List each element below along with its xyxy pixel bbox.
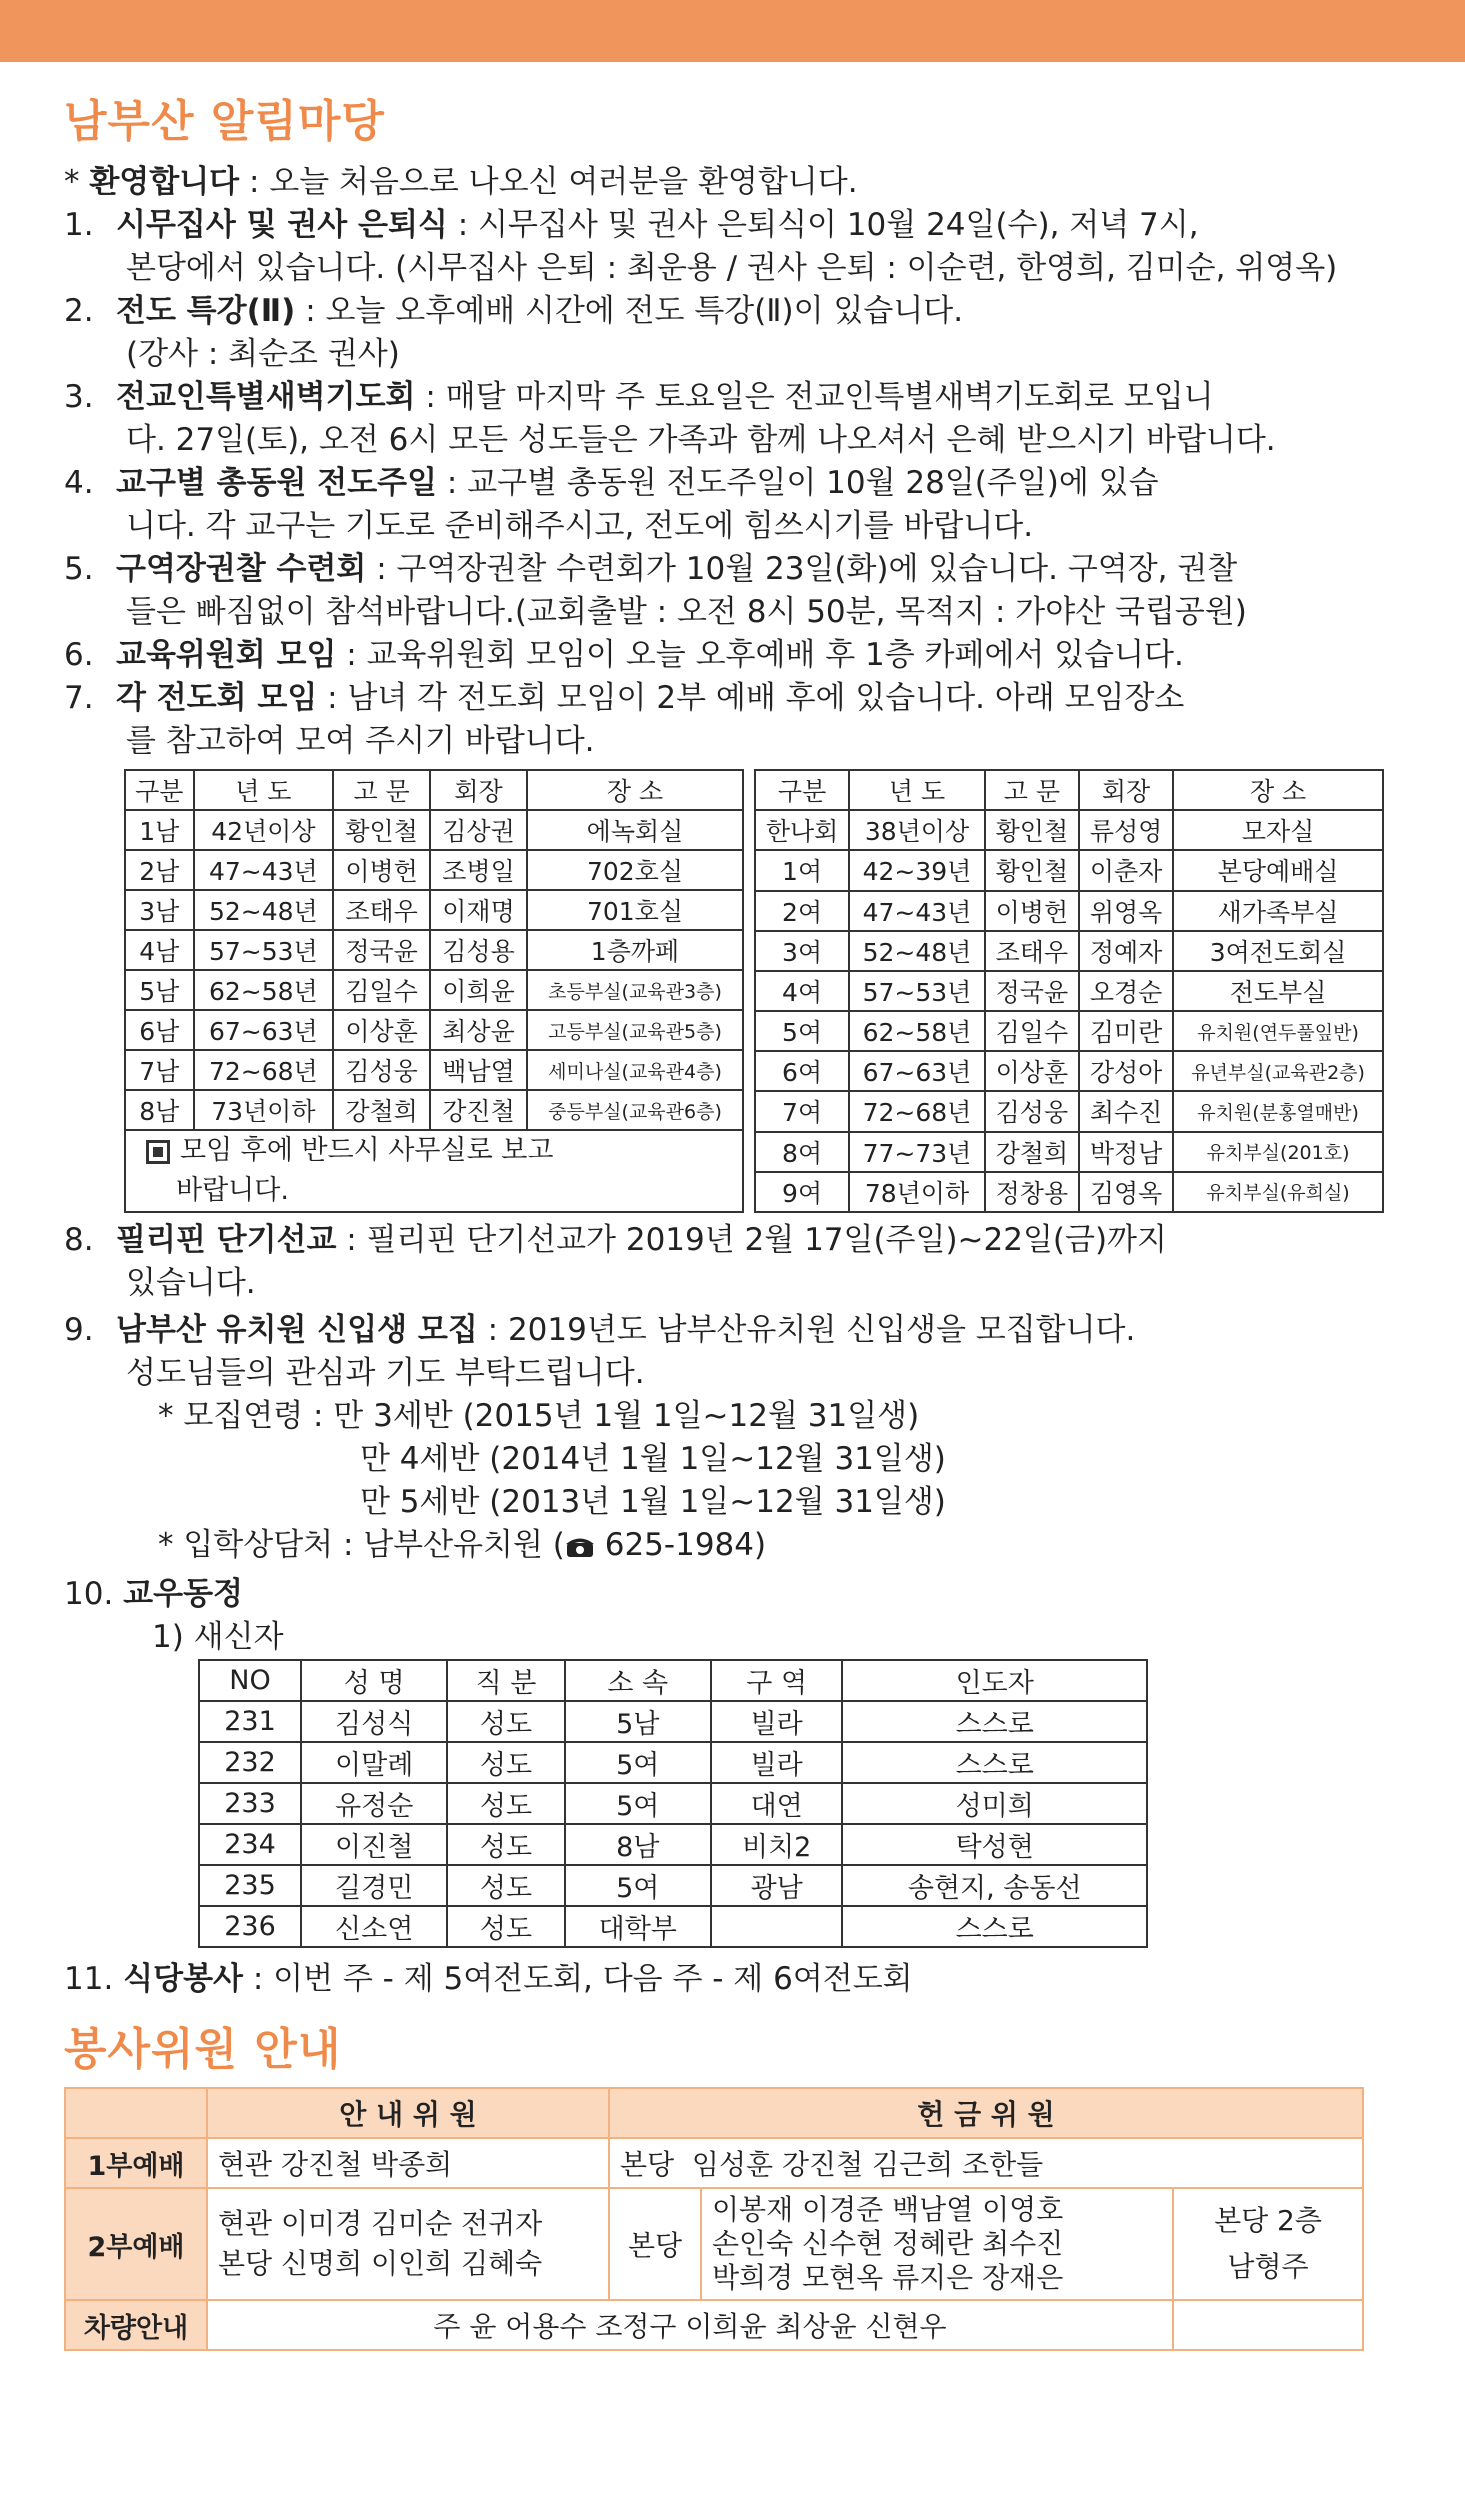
notice-item-11: 11. 식당봉사 : 이번 주 - 제 5여전도회, 다음 주 - 제 6여전도회 bbox=[64, 1961, 913, 1997]
table-row: 8남 73년이하 강철희 강진철 중등부실(교육관6층) bbox=[125, 1090, 743, 1130]
telephone-icon bbox=[565, 1535, 595, 1559]
table-row: 4여 57~53년 정국윤 오경순 전도부실 bbox=[755, 971, 1383, 1011]
notice-item-5: 5. 구역장권찰 수련회 : 구역장권찰 수련회가 10월 23일(화)에 있습니다. 구역장, 권찰 bbox=[64, 551, 1238, 587]
table-row: 4남 57~53년 정국윤 김성용 1층까페 bbox=[125, 930, 743, 970]
table-row: 8여 77~73년 강철희 박정남 유치부실(201호) bbox=[755, 1132, 1383, 1172]
table-row: 5여 62~58년 김일수 김미란 유치원(연두풀잎반) bbox=[755, 1011, 1383, 1051]
notice-item-1: 1. 시무집사 및 권사 은퇴식 : 시무집사 및 권사 은퇴식이 10월 24일(수), 저녁 7시, bbox=[64, 207, 1199, 243]
table-row: 232 이말례 성도 5여 빌라 스스로 bbox=[199, 1742, 1147, 1783]
table-row: 3여 52~48년 조태우 정예자 3여전도회실 bbox=[755, 931, 1383, 971]
meeting-table-women bbox=[754, 769, 1384, 1213]
new-members-header-row: NO 성 명 직 분 소 속 구 역 인도자 bbox=[199, 1660, 1147, 1701]
volunteers-title: 봉사위원 안내 bbox=[64, 2024, 342, 2075]
notice-item-9: 9. 남부산 유치원 신입생 모집 : 2019년도 남부산유치원 신입생을 모집합니다. bbox=[64, 1312, 1136, 1348]
volunteers-table: 안 내 위 원 헌 금 위 원 1부예배 현관 강진철 박종희 본당 임성훈 강진철 김근희 조한들 2부예배 현관 이미경 김미순 전귀자 본당 신명희 이인희 김혜숙 본당 이봉재 이경준 백남열 이영호 손인숙 신수현 정혜란 최수진 박희경 모현옥 류지은 장재은 본당 2층 남형주 차량안내 주 윤 어용수 조정구 이희윤 최상윤 신현우 bbox=[64, 2087, 1364, 2351]
table-row: 234 이진철 성도 8남 비치2 탁성현 bbox=[199, 1824, 1147, 1865]
notice-item-6: 6. 교육위원회 모임 : 교육위원회 모임이 오늘 오후예배 후 1층 카페에서 있습니다. bbox=[64, 637, 1184, 673]
table-row: 1여 42~39년 황인철 이춘자 본당예배실 bbox=[755, 850, 1383, 890]
table-row: 236 신소연 성도 대학부 스스로 bbox=[199, 1906, 1147, 1947]
square-bullet-icon bbox=[146, 1140, 170, 1164]
table-row: 6남 67~63년 이상훈 최상윤 고등부실(교육관5층) bbox=[125, 1010, 743, 1050]
welcome-line: * 환영합니다 : 오늘 처음으로 나오신 여러분을 환영합니다. bbox=[64, 164, 858, 200]
table-row: 5남 62~58년 김일수 이희윤 초등부실(교육관3층) bbox=[125, 970, 743, 1010]
table-row: 2남 47~43년 이병헌 조병일 702호실 bbox=[125, 850, 743, 890]
enroll-ages: * 모집연령 : 만 3세반 (2015년 1월 1일~12월 31일생) bbox=[158, 1398, 920, 1434]
notice-item-3: 3. 전교인특별새벽기도회 : 매달 마지막 주 토요일은 전교인특별새벽기도회로 모입니 bbox=[64, 379, 1214, 415]
meeting-note: 모임 후에 반드시 사무실로 보고 바랍니다. bbox=[125, 1130, 743, 1212]
table-row: 6여 67~63년 이상훈 강성아 유년부실(교육관2층) bbox=[755, 1051, 1383, 1091]
meeting-table-men bbox=[124, 769, 744, 1213]
table-row: 233 유정순 성도 5여 대연 성미희 bbox=[199, 1783, 1147, 1824]
notice-item-2: 2. 전도 특강(Ⅱ) : 오늘 오후예배 시간에 전도 특강(Ⅱ)이 있습니다. bbox=[64, 293, 964, 329]
table-row: 7여 72~68년 김성웅 최수진 유치원(분홍열매반) bbox=[755, 1091, 1383, 1131]
notice-item-10: 10. 교우동정 bbox=[64, 1576, 243, 1612]
meeting-tables bbox=[124, 769, 1384, 1213]
table-row: 7남 72~68년 김성웅 백남열 세미나실(교육관4층) bbox=[125, 1050, 743, 1090]
table-row: 9여 78년이하 정창용 김영옥 유치부실(유희실) bbox=[755, 1172, 1383, 1212]
notice-item-4: 4. 교구별 총동원 전도주일 : 교구별 총동원 전도주일이 10월 28일(주일)에 있습 bbox=[64, 465, 1159, 501]
notice-items: 1. 시무집사 및 권사 은퇴식 : 시무집사 및 권사 은퇴식이 10월 24일(수), 저녁 7시, 본당에서 있습니다. (시무집사 은퇴 : 최운용 / 권사 은퇴 : 이순련, 한영희, 김미순, 위영옥) 2. 전도 특강(Ⅱ) : 오늘 오후예배 시간에 전도 특강(Ⅱ)이 있습니다. (강사 : 최순조 권사) 3. 전교인특별새벽기도회 : 매달 마지막 주 토요일은 전교인특별새벽기도회로 모입니 다. 27일(토), 오전 6시 모든 성도들은 가족과 함께 나오셔서 은혜 받으시기 바랍니다. 4. 교구별 총동원 전도주일 : 교구별 총동원 전도주일이 10월 28일(주일)에 있습 니다. 각 교구는 기도로 준비해주시고, 전도에 힘쓰시기를 바랍니다. 5. 구역장권찰 수련회 : 구역장권찰 수련회가 10월 23일(화)에 있습니다. 구역장, 권찰 들은 빠짐없이 참석바랍니다.(교회출발 : 오전 8시 50분, 목적지 : 가야산 국립공원) 6. 교육위원회 모임 : 교육위원회 모임이 오늘 오후예배 후 1층 카페에서 있습니다. 7. 각 전도회 모임 : 남녀 각 전도회 모임이 2부 예배 후에 있습니다. 아래 모임장소 를 참고하여 모여 주시기 바랍니다. bbox=[64, 204, 1384, 763]
table-row: 한나회 38년이상 황인철 류성영 모자실 bbox=[755, 810, 1383, 850]
table-row: 1남 42년이상 황인철 김상권 에녹회실 bbox=[125, 810, 743, 850]
notice-item-7: 7. 각 전도회 모임 : 남녀 각 전도회 모임이 2부 예배 후에 있습니다. 아래 모임장소 bbox=[64, 680, 1185, 716]
table-row: 231 김성식 성도 5남 빌라 스스로 bbox=[199, 1701, 1147, 1742]
table-row: 3남 52~48년 조태우 이재명 701호실 bbox=[125, 890, 743, 930]
welcome-label: 환영합니다 bbox=[89, 164, 240, 200]
meeting-header-row: 구분 년 도 고 문 회장 장 소 bbox=[125, 770, 743, 810]
meeting-header-row: 구분 년 도 고 문 회장 장 소 bbox=[755, 770, 1383, 810]
enroll-contact: * 입학상담처 : 남부산유치원 ( 625-1984) bbox=[158, 1527, 767, 1563]
notice-title: 남부산 알림마당 bbox=[64, 96, 385, 147]
bulletin-page: 남부산 알림마당 * 환영합니다 : 오늘 처음으로 나오신 여러분을 환영합니다. 1. 시무집사 및 권사 은퇴식 : 시무집사 및 권사 은퇴식이 10월 24일(수), 저녁 7시, 본당에서 있습니다. (시무집사 은퇴 : 최운용 / 권사 은퇴 : 이순련, 한영희, 김미순, 위영옥) 2. 전도 특강(Ⅱ) : 오늘 오후예배 시간에 전도 특강(Ⅱ)이 있습니다. (강사 : 최순조 권사) 3. 전교인특별새벽기도회 : 매달 마지막 주 토요일은 전교인특별새벽기도회로 모입니 다. 27일(토), 오전 6시 모든 성도들은 가족과 함께 나오셔서 은혜 받으시기 바랍니다. 4. 교구별 총동원 전도주일 : 교구별 총동원 전도주일이 10월 28일(주일)에 있습 니다. 각 교구는 기도로 준비해주시고, 전도에 힘쓰시기를 바랍니다. 5. 구역장권찰 수련회 : 구역장권찰 수련회가 10월 23일(화)에 있습니다. 구역장, 권찰 들은 빠짐없이 참석바랍니다.(교회출발 : 오전 8시 50분, 목적지 : 가야산 국립공원) 6. 교육위원회 모임 : 교육위원회 모임이 오늘 오후예배 후 1층 카페에서 있습니다. 7. 각 전도회 모임 : 남녀 각 전도회 모임이 2부 예배 후에 있습니다. 아래 모임장소 를 참고하여 모여 주시기 바랍니다. 구분 년 도 고 문 회장 장 소 1남 42년이상 황인철 김상권 에녹회실 2남 47~43년 이병헌 조병일 702호실 3남 52~48년 조태우 이재명 701호실 4남 57~53년 정국윤 김성용 1층까페 5남 62~58년 김일수 이희윤 초등부실(교육관3층) 6남 67~63년 이상훈 최상윤 고등부실(교육관5층) 7남 72~68년 김성웅 백남열 세미나실(교육관4층) 8남 73년이하 강철희 강진철 중등부실(교육관6층) 모임 후에 반드시 사무실로 보고 바랍니다. 구분 년 도 고 문 회장 장 소 한나회 38년이상 황인철 류성영 모자실 1여 42~39년 황인철 이춘자 본당예배실 2여 47~43년 이병헌 위영옥 새가족부실 3여 52~48년 조태우 정예자 3여전도회실 4여 57~53년 정국윤 오경순 전도부실 5여 62~58년 김일수 김미란 유치원(연두풀잎반) 6여 67~63년 이상훈 강성아 유년부실(교육관2층) 7여 72~68년 김성웅 최수진 유치원(분홍열매반) 8여 77~73년 강철희 박정남 유치부실(201호) 9여 78년이하 정창용 김영옥 유치부실(유희실) 8. 필리핀 단기선교 : 필리핀 단기선교가 2019년 2월 17일(주일)~22일(금)까지 있습니다. 9. 남부산 유치원 신입생 모집 : 2019년도 남부산유치원 신입생을 모집합니다. 성도님들의 관심과 기도 부탁드립니다. * 모집연령 : 만 3세반 (2015년 1월 1일~12월 31일생) 만 4세반 (2014년 1월 1일~12월 31일생) 만 5세반 (2013년 1월 1일~12월 31일생) * 입학상담처 : 남부산유치원 ( 625-1984) 10. 교우동정 1) 새신자 NO 성 명 직 분 소 속 구 역 인도자 231 김성식 성도 5남 빌라 스스로 232 이말례 성도 5여 빌라 스스로 233 유정순 성도 5여 대연 성미희 234 이진철 성도 8남 비치2 탁성현 235 길경민 성도 5여 광남 송현지, 송동선 236 신소연 성도 대학부 스스로 11. 식당봉사 : 이번 주 - 제 5여전도회, 다음 주 - 제 6여전도회 봉사위원 안내 안 내 위 원 헌 금 위 원 1부예배 현관 강진철 박종희 본당 임성훈 강진철 김근희 조한들 2부예배 현관 이미경 김미순 전귀자 본당 신명희 이인희 김혜숙 본당 이봉재 이경준 백남열 이영호 손인숙 신수현 정혜란 최수진 박희경 모현옥 류지은 장재은 본당 2층 남형주 차량안내 주 윤 어용수 조정구 이희윤 최상윤 신현우 bbox=[64, 85, 1384, 2351]
top-accent-bar bbox=[0, 0, 1465, 62]
table-row: 2여 47~43년 이병헌 위영옥 새가족부실 bbox=[755, 891, 1383, 931]
table-row: 235 길경민 성도 5여 광남 송현지, 송동선 bbox=[199, 1865, 1147, 1906]
new-members-table bbox=[198, 1659, 1148, 1948]
notice-item-8: 8. 필리핀 단기선교 : 필리핀 단기선교가 2019년 2월 17일(주일)~22일(금)까지 bbox=[64, 1222, 1167, 1258]
